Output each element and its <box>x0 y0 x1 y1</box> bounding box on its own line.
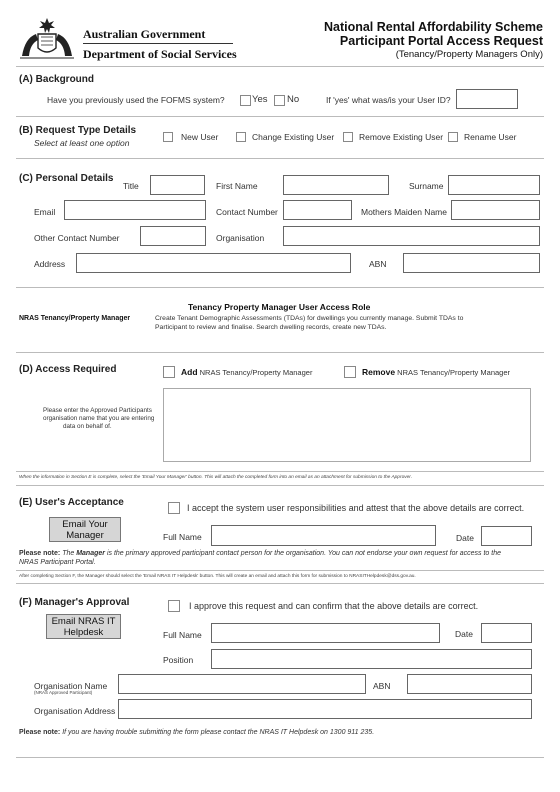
manager-full-name-input[interactable] <box>211 623 440 643</box>
remove-user-checkbox[interactable] <box>343 132 353 142</box>
org-address-label: Organisation Address <box>34 706 116 716</box>
approve-checkbox[interactable] <box>168 600 180 612</box>
yes-label: Yes <box>252 94 268 105</box>
new-user-checkbox[interactable] <box>163 132 173 142</box>
section-d-heading: (D) Access Required <box>19 364 117 375</box>
user-date-input[interactable] <box>481 526 532 546</box>
title-label: Title <box>123 181 139 191</box>
divider <box>16 570 544 571</box>
remove-access-label <box>362 367 510 377</box>
email-input[interactable] <box>64 200 206 220</box>
title-input[interactable] <box>150 175 205 195</box>
participant-note-3: data on behalf of. <box>63 423 112 430</box>
divider <box>16 158 544 159</box>
role-heading: Tenancy Property Manager User Access Role <box>188 302 371 312</box>
section-c-heading: (C) Personal Details <box>19 173 114 184</box>
address-label: Address <box>34 259 66 269</box>
footer-text: If you are having trouble submitting the form please contact the NRAS IT Helpdesk on 1300 911 235. <box>60 729 375 736</box>
footer-label: Please note: <box>19 729 61 736</box>
manager-abn-label: ABN <box>373 681 391 691</box>
email-helpdesk-line-2: Helpdesk <box>63 627 104 638</box>
remove-bold: Remove <box>362 367 396 377</box>
mothers-maiden-input[interactable] <box>451 200 540 220</box>
org-name-sublabel: (NRAS Approved Participant) <box>34 690 93 695</box>
divider <box>16 352 544 353</box>
org-name-input[interactable] <box>118 674 366 694</box>
rename-user-label: Rename User <box>464 132 517 142</box>
manager-date-input[interactable] <box>481 623 532 643</box>
abn-label: ABN <box>369 259 387 269</box>
remove-access-checkbox[interactable] <box>344 366 356 378</box>
form-title: National Rental Affordability Scheme <box>323 20 543 34</box>
surname-input[interactable] <box>448 175 540 195</box>
org-address-input[interactable] <box>118 699 532 719</box>
pn-c: NRAS Participant Portal. <box>19 559 96 566</box>
organisation-input[interactable] <box>283 226 540 246</box>
add-rest: NRAS Tenancy/Property Manager <box>197 368 313 377</box>
accept-label: I accept the system user responsibilities and attest that the above details are correct. <box>187 503 525 513</box>
divider <box>16 287 544 288</box>
section-f-heading: (F) Manager's Approval <box>19 597 130 608</box>
email-helpdesk-button[interactable] <box>46 614 121 639</box>
rename-user-checkbox[interactable] <box>448 132 458 142</box>
change-user-label: Change Existing User <box>252 132 335 142</box>
manager-abn-input[interactable] <box>407 674 532 694</box>
email-manager-line-1: Email Your <box>62 519 108 530</box>
manager-full-name-label: Full Name <box>163 630 202 640</box>
date-label: Date <box>456 533 474 543</box>
divider <box>16 583 544 584</box>
divider <box>16 485 544 486</box>
helpdesk-note <box>19 729 374 736</box>
other-contact-label: Other Contact Number <box>34 233 120 243</box>
remove-user-label: Remove Existing User <box>359 132 444 142</box>
full-name-label: Full Name <box>163 532 202 542</box>
user-full-name-input[interactable] <box>211 525 436 546</box>
position-input[interactable] <box>211 649 532 669</box>
section-e-heading: (E) User's Acceptance <box>19 497 124 508</box>
add-bold: Add <box>181 367 198 377</box>
section-f-note: After completing Section F, the Manager should select the 'Email NRAS IT Helpdesk' button. This will create an email and attach this form for submission to NRASITHelpdesk@dss.gov.au. <box>19 574 416 579</box>
header-divider <box>83 43 233 44</box>
address-input[interactable] <box>76 253 351 273</box>
userid-input[interactable] <box>456 89 518 109</box>
yes-checkbox[interactable] <box>240 95 251 106</box>
divider <box>16 471 544 472</box>
pn-a: The <box>60 550 77 557</box>
add-access-checkbox[interactable] <box>163 366 175 378</box>
no-label: No <box>287 94 300 105</box>
please-note-label: Please note: <box>19 550 61 557</box>
manager-date-label: Date <box>455 629 473 639</box>
userid-question: If 'yes' what was/is your User ID? <box>326 95 451 105</box>
org-name-label: Organisation Name <box>34 681 108 691</box>
no-checkbox[interactable] <box>274 95 285 106</box>
email-manager-line-2: Manager <box>66 530 104 541</box>
email-manager-button[interactable] <box>49 517 121 542</box>
participant-note-2: organisation name that you are entering <box>43 415 155 422</box>
first-name-input[interactable] <box>283 175 389 195</box>
form-subtitle: (Tenancy/Property Managers Only) <box>395 49 543 60</box>
email-label: Email <box>34 207 56 217</box>
organisation-label: Organisation <box>216 233 265 243</box>
other-contact-input[interactable] <box>140 226 206 246</box>
add-access-label <box>181 367 312 377</box>
email-helpdesk-line-1: Email NRAS IT <box>51 616 116 627</box>
accept-checkbox[interactable] <box>168 502 180 514</box>
section-e-note: When the information in Section E is complete, select the 'Email Your Manager' button. This will attach the completed form into an email as an attachment for submission to the Approver. <box>19 475 413 480</box>
surname-label: Surname <box>409 181 444 191</box>
fofms-question: Have you previously used the FOFMS system? <box>47 95 225 105</box>
section-a-heading: (A) Background <box>19 74 94 85</box>
remove-rest: NRAS Tenancy/Property Manager <box>395 368 510 377</box>
pn-manager: Manager <box>76 550 105 557</box>
change-user-checkbox[interactable] <box>236 132 246 142</box>
department-name: Department of Social Services <box>83 47 237 61</box>
manager-note <box>19 549 543 567</box>
divider <box>16 757 544 758</box>
org-name: Australian Government <box>83 27 206 41</box>
form-title-2: Participant Portal Access Request <box>339 34 543 48</box>
section-b-subtitle: Select at least one option <box>34 138 130 148</box>
first-name-label: First Name <box>216 181 258 191</box>
pn-b: is the primary approved participant contact person for the organisation. You can not endorse your own request for access to the <box>105 550 501 557</box>
approved-participant-textarea[interactable] <box>163 388 531 462</box>
coat-of-arms-icon <box>18 16 76 60</box>
role-label: NRAS Tenancy/Property Manager <box>19 315 131 322</box>
divider <box>16 66 544 67</box>
contact-number-input[interactable] <box>283 200 352 220</box>
approve-label: I approve this request and can confirm that the above details are correct. <box>189 601 479 611</box>
participant-note-1: Please enter the Approved Participants <box>43 407 152 414</box>
mothers-maiden-label: Mothers Maiden Name <box>361 207 447 217</box>
contact-number-label: Contact Number <box>216 207 278 217</box>
divider <box>16 116 544 117</box>
role-description-1: Create Tenant Demographic Assessments (TDAs) for dwellings you currently manage. Submit TDAs to <box>155 315 464 322</box>
section-b-heading: (B) Request Type Details <box>19 125 137 136</box>
new-user-label: New User <box>181 132 219 142</box>
abn-input[interactable] <box>403 253 540 273</box>
position-label: Position <box>163 655 194 665</box>
role-description-2: Participant to review and finalise. Search dwelling records, create new TDAs. <box>155 324 387 331</box>
